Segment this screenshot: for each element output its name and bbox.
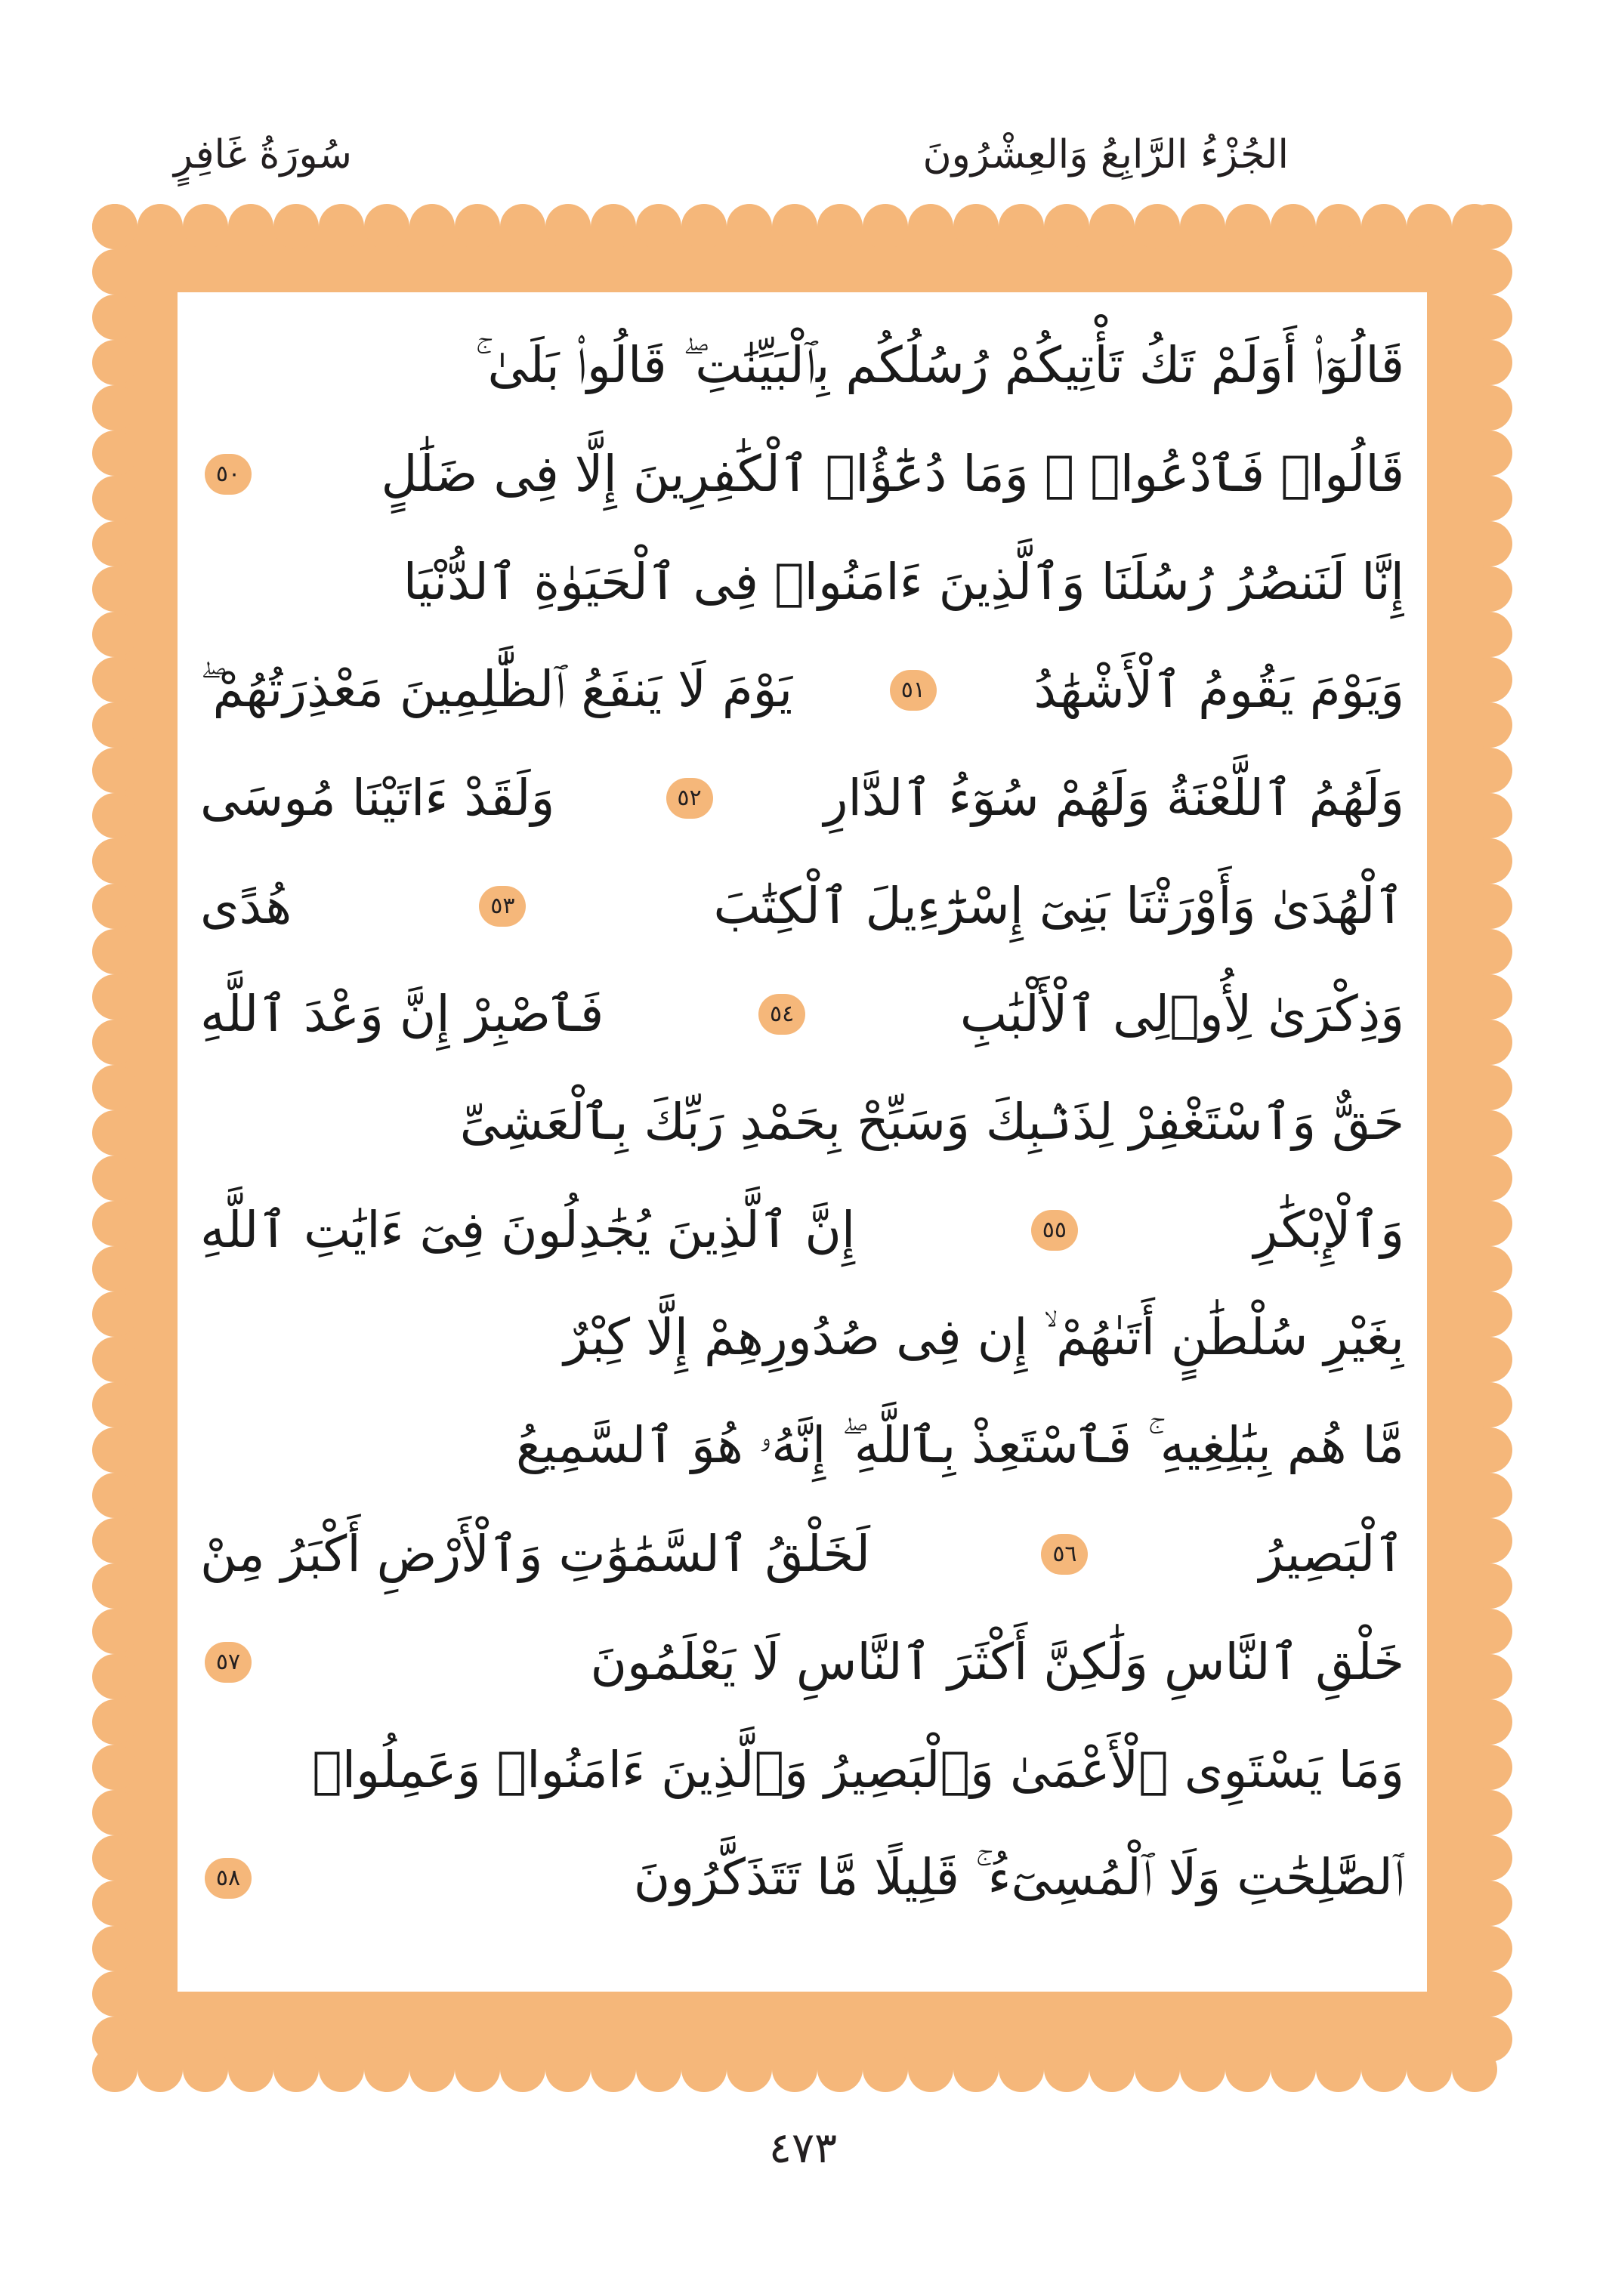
verse-line <box>200 1284 1404 1392</box>
verse-text: هُدًى <box>200 877 292 935</box>
verse-text: ٱلصَّٰلِحَٰتِ وَلَا ٱلْمُسِىٓءُ ۚ قَلِيلًا مَّا تَتَذَكَّرُونَ <box>633 1848 1404 1906</box>
verse-text: إِنَّا لَنَنصُرُ رُسُلَنَا وَٱلَّذِينَ ءَامَنُوا۟ فِى ٱلْحَيَوٰةِ ٱلدُّنْيَا <box>403 553 1404 611</box>
ayah-number-marker: ٥١ <box>890 670 937 711</box>
verse-line <box>200 1500 1404 1608</box>
page-number: ٤٧٣ <box>768 2124 838 2173</box>
ayah-number-marker: ٥٠ <box>205 454 252 495</box>
verse-line <box>200 960 1404 1068</box>
verse-text: ٱلْهُدَىٰ وَأَوْرَثْنَا بَنِىٓ إِسْرَٰٓءِيلَ ٱلْكِتَٰبَ <box>713 877 1404 935</box>
verse-line <box>200 1716 1404 1824</box>
verse-text: يَوْمَ لَا يَنفَعُ ٱلظَّٰلِمِينَ مَعْذِرَتُهُمْ ۖ <box>200 660 793 718</box>
ayah-number-marker: ٥٦ <box>1041 1534 1088 1575</box>
verse-line <box>200 1392 1404 1500</box>
verse-line <box>200 744 1404 852</box>
verse-line <box>200 852 1404 960</box>
quran-text-panel <box>175 290 1429 1994</box>
surah-title: سُورَةُ غَافِرٍ <box>174 132 352 177</box>
verse-line <box>200 312 1404 420</box>
ayah-number-marker: ٥٣ <box>479 886 526 927</box>
verse-text: وَيَوْمَ يَقُومُ ٱلْأَشْهَٰدُ <box>1033 661 1404 719</box>
verse-text: وَلَقَدْ ءَاتَيْنَا مُوسَى <box>200 769 555 827</box>
verse-text: فَٱصْبِرْ إِنَّ وَعْدَ ٱللَّهِ <box>200 985 604 1043</box>
verse-line <box>200 1608 1404 1716</box>
ayah-number-marker: ٥٨ <box>205 1858 252 1899</box>
ayah-number-marker: ٥٤ <box>758 994 805 1035</box>
ayah-number-marker: ٥٢ <box>666 778 713 819</box>
verse-text: وَمَا يَسْتَوِى ٱلْأَعْمَىٰ وَٱلْبَصِيرُ وَٱلَّذِينَ ءَامَنُوا۟ وَعَمِلُوا۟ <box>312 1741 1404 1799</box>
verse-line <box>200 1176 1404 1284</box>
verse-text: وَٱلْإِبْكَٰرِ <box>1253 1201 1404 1259</box>
verse-text: خَلْقِ ٱلنَّاسِ وَلَٰكِنَّ أَكْثَرَ ٱلنَّاسِ لَا يَعْلَمُونَ <box>590 1633 1404 1691</box>
verse-text: حَقٌّ وَٱسْتَغْفِرْ لِذَنۢبِكَ وَسَبِّحْ بِحَمْدِ رَبِّكَ بِٱلْعَشِىِّ <box>459 1093 1404 1151</box>
verse-text: ٱلْبَصِيرُ <box>1259 1525 1404 1583</box>
juz-title: الجُزْءُ الرَّابِعُ وَالعِشْرُونَ <box>922 132 1289 177</box>
verse-text: لَخَلْقُ ٱلسَّمَٰوَٰتِ وَٱلْأَرْضِ أَكْبَرُ مِنْ <box>200 1525 871 1583</box>
verse-line <box>200 636 1404 744</box>
verse-text: قَالُوٓا۟ أَوَلَمْ تَكُ تَأْتِيكُمْ رُسُلُكُم بِٱلْبَيِّنَٰتِ ۖ قَالُوا۟ بَلَىٰ ۚ <box>475 336 1404 394</box>
verse-text: وَذِكْرَىٰ لِأُو۟لِى ٱلْأَلْبَٰبِ <box>959 985 1404 1043</box>
verse-text: بِغَيْرِ سُلْطَٰنٍ أَتَىٰهُمْ ۙ إِن فِى صُدُورِهِمْ إِلَّا كِبْرٌ <box>564 1308 1404 1366</box>
ayah-number-marker: ٥٧ <box>205 1642 252 1683</box>
verse-text: مَّا هُم بِبَٰلِغِيهِ ۚ فَٱسْتَعِذْ بِٱللَّهِ ۖ إِنَّهُۥ هُوَ ٱلسَّمِيعُ <box>516 1416 1404 1474</box>
verse-line <box>200 528 1404 636</box>
verse-text: إِنَّ ٱلَّذِينَ يُجَٰدِلُونَ فِىٓ ءَايَٰتِ ٱللَّهِ <box>200 1201 856 1259</box>
verse-text: وَلَهُمُ ٱللَّعْنَةُ وَلَهُمْ سُوٓءُ ٱلدَّارِ <box>823 769 1404 827</box>
verse-text: قَالُوا۟ فَٱدْعُوا۟ ۗ وَمَا دُعَٰٓؤُا۟ ٱلْكَٰفِرِينَ إِلَّا فِى ضَلَٰلٍ <box>381 445 1404 503</box>
verse-line <box>200 1068 1404 1176</box>
verse-line <box>200 420 1404 528</box>
verse-lines <box>200 312 1404 1972</box>
ayah-number-marker: ٥٥ <box>1031 1210 1078 1251</box>
verse-line <box>200 1824 1404 1932</box>
